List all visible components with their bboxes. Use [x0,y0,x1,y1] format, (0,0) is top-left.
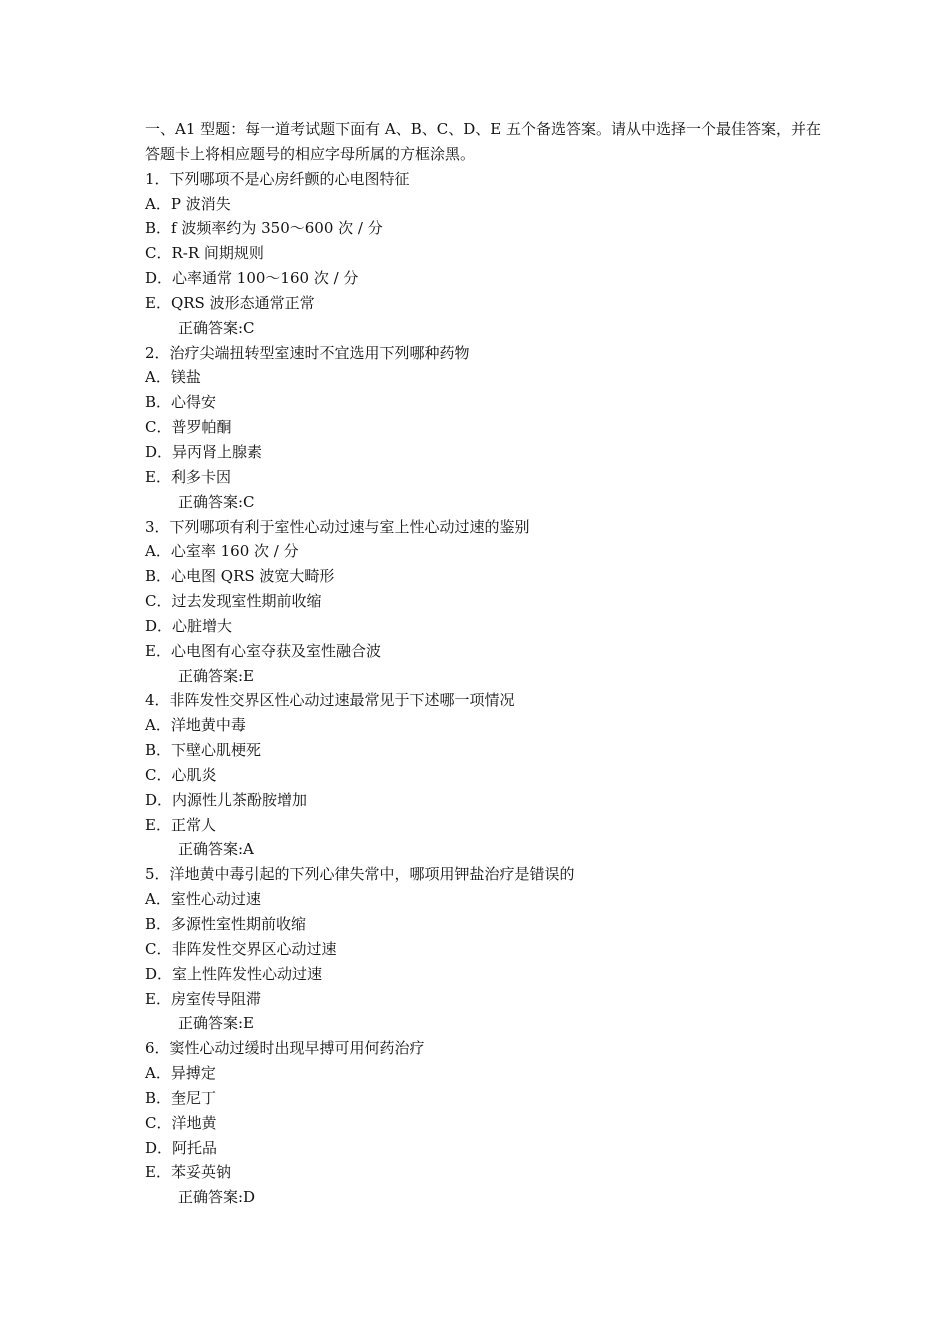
answer-option: B．f 波频率约为 350～600 次 / 分 [145,219,383,238]
answer-option: A．镁盐 [145,368,201,387]
correct-answer: 正确答案:E [178,666,255,685]
correct-answer: 正确答案:C [178,492,255,511]
answer-option: D．内源性儿茶酚胺增加 [145,790,308,809]
question-stem: 1．下列哪项不是心房纤颤的心电图特征 [145,169,410,188]
answer-option: B．心电图 QRS 波宽大畸形 [145,567,335,586]
document-body [145,117,825,1210]
answer-option: C．非阵发性交界区心动过速 [145,939,337,958]
correct-answer: 正确答案:D [178,1188,256,1207]
question-block [145,341,825,515]
answer-option: D．室上性阵发性心动过速 [145,964,323,983]
answer-option: E．利多卡因 [145,467,231,486]
answer-option: E．正常人 [145,815,216,834]
question-block [145,862,825,1036]
question-list [145,167,825,1210]
question-stem: 6．窦性心动过缓时出现早搏可用何药治疗 [145,1039,425,1058]
answer-option: A．洋地黄中毒 [145,716,246,735]
answer-option: A．P 波消失 [145,194,231,213]
answer-option: A．心室率 160 次 / 分 [145,542,299,561]
answer-option: C．过去发现室性期前收缩 [145,592,322,611]
section-intro: 一、A1 型题：每一道考试题下面有 A、B、C、D、E 五个备选答案。请从中选择一个最佳答案，并在答题卡上将相应题号的相应字母所属的方框涂黑。 [145,120,821,163]
question-stem: 2．治疗尖端扭转型室速时不宜选用下列哪种药物 [145,343,470,362]
question-stem: 4．非阵发性交界区性心动过速最常见于下述哪一项情况 [145,691,515,710]
question-block [145,688,825,862]
answer-option: B．下壁心肌梗死 [145,741,262,760]
answer-option: E．苯妥英钠 [145,1163,231,1182]
answer-option: B．心得安 [145,393,217,412]
question-block [145,515,825,689]
question-block [145,1036,825,1210]
answer-option: E．房室传导阻滞 [145,989,261,1008]
answer-option: E．心电图有心室夺获及室性融合波 [145,641,381,660]
answer-option: C．洋地黄 [145,1113,217,1132]
answer-option: D．心率通常 100～160 次 / 分 [145,269,359,288]
answer-option: C．普罗帕酮 [145,418,232,437]
answer-option: A．室性心动过速 [145,890,261,909]
answer-option: D．异丙肾上腺素 [145,442,263,461]
answer-option: D．心脏增大 [145,616,233,635]
question-stem: 5．洋地黄中毒引起的下列心律失常中，哪项用钾盐治疗是错误的 [145,865,575,884]
correct-answer: 正确答案:C [178,318,255,337]
answer-option: C．R-R 间期规则 [145,244,264,263]
answer-option: E．QRS 波形态通常正常 [145,293,315,312]
question-block [145,167,825,341]
answer-option: C．心肌炎 [145,765,217,784]
correct-answer: 正确答案:A [178,840,254,859]
answer-option: A．异搏定 [145,1064,216,1083]
answer-option: B．奎尼丁 [145,1088,217,1107]
answer-option: D．阿托品 [145,1138,218,1157]
correct-answer: 正确答案:E [178,1014,255,1033]
answer-option: B．多源性室性期前收缩 [145,915,307,933]
question-stem: 3．下列哪项有利于室性心动过速与室上性心动过速的鉴别 [145,517,530,536]
